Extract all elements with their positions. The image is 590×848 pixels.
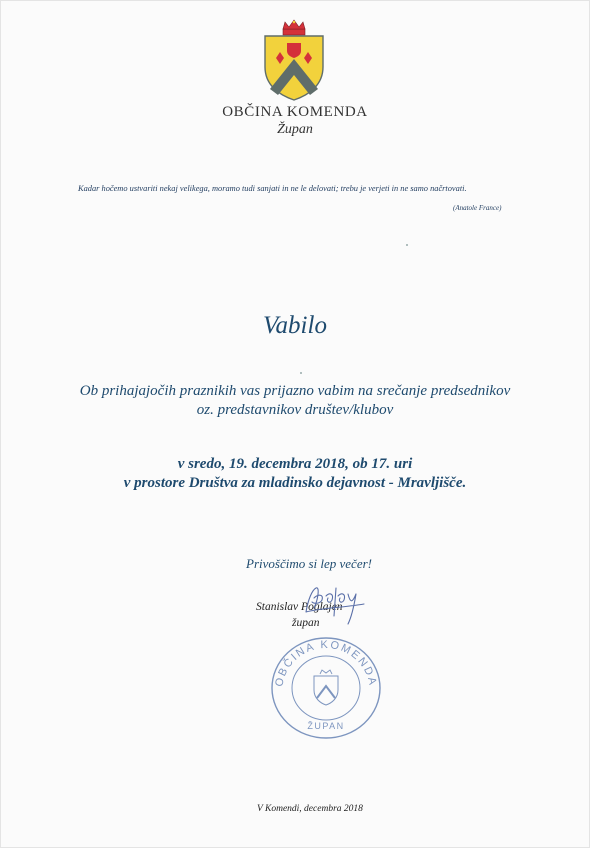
scan-speck (406, 244, 408, 246)
signer-role: župan (292, 617, 320, 629)
scan-speck (300, 372, 302, 374)
invitation-intro (0, 382, 590, 420)
signer-name: Stanislav Poglajen (256, 601, 343, 613)
closing-wish: Privoščimo si lep večer! (246, 556, 372, 571)
svg-text:OBČINA KOMENDA: OBČINA KOMENDA (273, 638, 379, 688)
intro-line-1: Ob prihajajočih praznikih vas prijazno vabim na srečanje predsednikov (79, 383, 511, 399)
quote-author: (Anatole France) (453, 204, 502, 212)
handwritten-signature-icon (300, 582, 370, 630)
office-title: Župan (277, 122, 313, 137)
official-stamp-icon (268, 632, 384, 740)
svg-text:ŽUPAN: ŽUPAN (307, 721, 345, 731)
document-title: Vabilo (263, 312, 327, 339)
place-and-date: V Komendi, decembra 2018 (257, 804, 363, 814)
municipality-name: OBČINA KOMENDA (222, 104, 368, 120)
municipality-crest-icon (261, 19, 327, 101)
quote-text: Kadar hočemo ustvariti nekaj velikega, moramo tudi sanjati in ne le delovati; trebu je verjeti in ne samo načrtovati. (78, 184, 467, 193)
event-date-time: v sredo, 19. decembra 2018, ob 17. uri (177, 456, 413, 472)
intro-line-2: oz. predstavnikov društev/klubov (196, 402, 394, 418)
event-location: v prostore Društva za mladinsko dejavnost - Mravljišče. (123, 475, 467, 491)
event-details (0, 455, 590, 493)
